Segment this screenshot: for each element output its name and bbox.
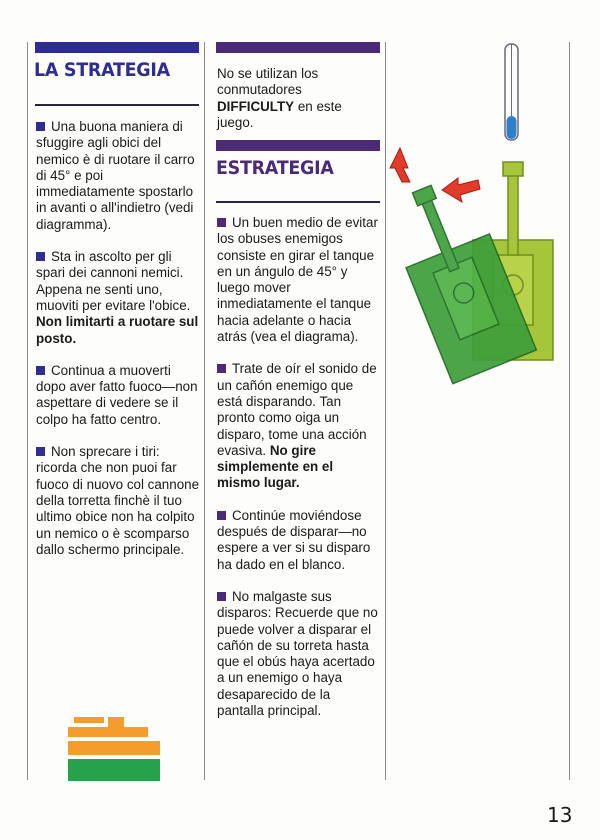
italian-heading: LA STRATEGIA [34, 59, 170, 81]
spanish-heading: ESTRATEGIA [216, 157, 334, 179]
spanish-accent-bar [216, 140, 380, 151]
spanish-paragraph-3: Continúe moviéndose después de disparar—no espere a ver si su disparo ha dado en el blanco. [217, 507, 371, 572]
rotation-arrow-icon [442, 178, 480, 202]
bullet-square-icon [217, 364, 226, 373]
italian-paragraph-2: Sta in ascolto per gli spari dei cannoni nemici. Appena ne senti uno, muoviti per evitare l'obice. Non limitarti a ruotare sul posto. [36, 249, 199, 346]
movement-arrow-icon [390, 148, 410, 182]
tank-rotation-diagram [388, 40, 568, 385]
spanish-heading-rule [216, 201, 380, 203]
italian-heading-rule [35, 104, 199, 106]
italian-paragraph-2-emphasis: Non limitarti a ruotare sul posto. [36, 314, 199, 346]
enemy-shell-icon [505, 44, 518, 140]
italian-column [36, 119, 200, 574]
italian-paragraph-1: Una buona maniera di sfuggire agli obici del nemico è di ruotare il carro di 45° e poi immediatamente spostarlo in avanti o all'indietro (vedi diagramma). [36, 119, 195, 232]
spanish-intro: No se utilizan los conmutadores DIFFICULTY en este juego. [217, 66, 342, 130]
spanish-paragraph-2-emphasis: No gire simplemente en el mismo lugar. [217, 442, 334, 491]
column-divider-left [27, 42, 28, 780]
column-divider-center-right [385, 42, 386, 780]
column-divider-right [569, 42, 570, 780]
italian-paragraph-3: Continua a muoverti dopo aver fatto fuoco—non aspettare di vedere se il colpo ha fatto centro. [36, 362, 198, 427]
spanish-paragraph-4: No malgaste sus disparos: Recuerde que no puede volver a disparar el cañón de su torreta hasta que el obús haya acertado a un enemigo o haya desaparecido de la pantalla principal. [217, 588, 378, 719]
page-number: 13 [547, 803, 573, 827]
spanish-column [217, 215, 379, 735]
bullet-square-icon [217, 218, 226, 227]
bullet-square-icon [217, 511, 226, 520]
italian-paragraph-4: Non sprecare i tiri: ricorda che non puoi far fuoco di nuovo col cannone della torretta finchè il tuo ultimo obice non ha colpito un nemico o è scomparso dallo schermo principale. [36, 444, 200, 557]
bullet-square-icon [36, 447, 45, 456]
bullet-square-icon [217, 592, 226, 601]
spanish-paragraph-1: Un buen medio de evitar los obuses enemigos consiste en girar el tanque en un ángulo de 45° y luego mover inmediatamente el tanque hacia adelante o hacia atrás (vea el diagrama). [217, 215, 378, 345]
bullet-square-icon [36, 366, 45, 375]
bullet-square-icon [36, 252, 45, 261]
column-divider-center-left [204, 42, 205, 780]
italian-accent-bar [35, 42, 199, 53]
bullet-square-icon [36, 122, 45, 131]
spanish-paragraph-2: Trate de oír el sonido de un cañón enemigo que está disparando. Tan pronto como oiga un disparo, tome una acción evasiva. No gire simplemente en el mismo lugar. [217, 361, 377, 491]
spanish-accent-bar-top [216, 42, 380, 53]
tank-logo-icon [68, 717, 164, 783]
